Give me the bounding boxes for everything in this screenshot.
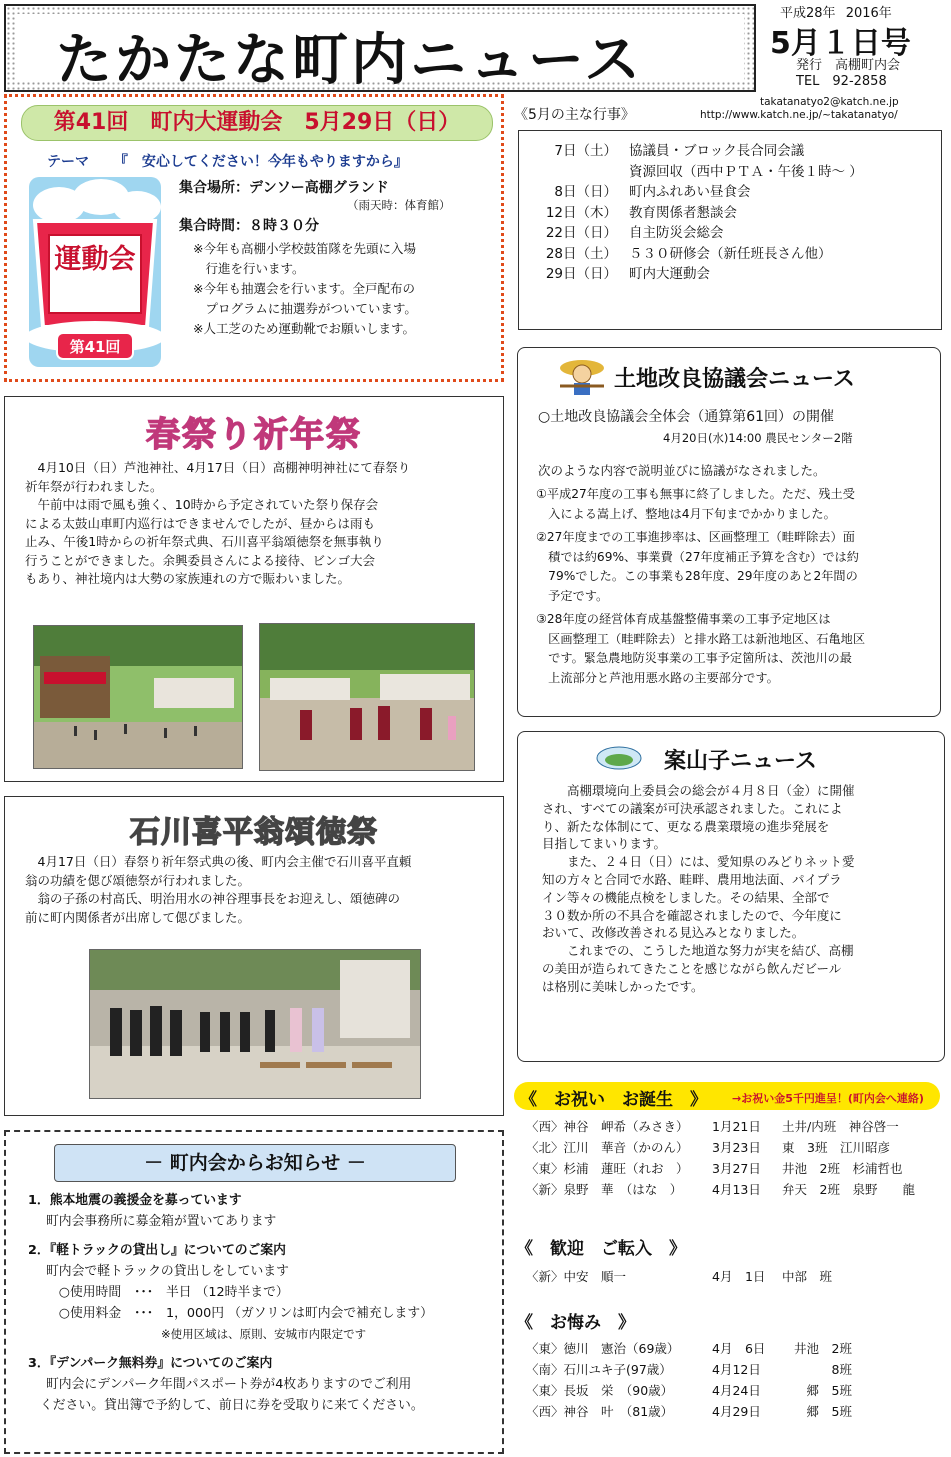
condolence-list — [526, 1338, 852, 1422]
year: 2016年 — [845, 6, 892, 21]
issue-number: 5月１日号 — [770, 26, 911, 61]
list-item — [526, 1137, 915, 1158]
celebration-list — [526, 1116, 915, 1200]
event-text: 自主防災会総会 — [629, 225, 724, 241]
ceremony-photo — [89, 949, 421, 1099]
body-line: 4月17日（日）春祭り祈年祭式典の後、町内会主催で石川喜平直頼 — [25, 854, 412, 869]
notice-section — [4, 1130, 504, 1454]
body-line: 祈年祭が行われました。 — [25, 478, 163, 494]
land-item-line: 予定です。 — [536, 588, 609, 603]
event-date: 4月 6日 — [712, 1341, 766, 1356]
notice-heading: 2．『軽トラックの貸出し』についてのご案内 — [28, 1243, 286, 1258]
condolence-title: 《 お悔み 》 — [516, 1313, 635, 1333]
note-line: ※今年も高棚小学校鼓笛隊を先頭に入場 — [193, 241, 416, 256]
event-date: 29日（日） — [545, 266, 617, 282]
telephone: TEL 92-2858 — [796, 74, 887, 89]
notice-line: ください。貸出簿で予約して、前日に券を受取りに来てください。 — [40, 1398, 424, 1413]
event-date: 4月24日 — [712, 1383, 761, 1398]
event-date: 8日（日） — [554, 184, 617, 200]
event-row — [535, 223, 863, 244]
list-item — [526, 1338, 852, 1359]
celebration-note: →お祝い金5千円進呈！(町内会へ連絡) — [732, 1092, 924, 1105]
land-datetime: 4月20日(水)14:00 農民センター2階 — [663, 431, 853, 445]
ishikawa-body — [25, 853, 411, 927]
note-line: ※人工芝のため運動靴でお願いします。 — [193, 321, 415, 336]
family-info: 8班 — [831, 1362, 852, 1377]
event-row — [535, 182, 863, 203]
event-text: 町内ふれあい昼食会 — [629, 184, 751, 200]
welcome-list — [526, 1266, 832, 1287]
website-url[interactable]: http://www.katch.ne.jp/~takatanatyo/ — [700, 109, 898, 121]
notice-line: 町内会事務所に募金箱が置いてあります — [46, 1214, 277, 1229]
event-date — [535, 162, 617, 183]
event-date: 3月23日 — [712, 1140, 761, 1155]
land-intro: 次のような内容で説明並びに協議がなされました。 — [538, 463, 826, 478]
person-name: 〈西〉神谷 叶 （81歳） — [526, 1404, 674, 1419]
event-row — [535, 244, 863, 265]
land-title: 土地改良協議会ニュース — [614, 367, 855, 392]
notice-line: ○使用時間 ･･･ 半日 （12時半まで） — [46, 1285, 289, 1300]
person-name: 〈西〉神谷 岬希（みさき） — [526, 1119, 689, 1134]
body-line: また、２４日（日）には、愛知県のみどりネット愛 — [542, 854, 855, 870]
body-line: の美田が造られてきたことを感じながら飲んだビール — [542, 960, 842, 976]
body-line: 翁の子孫の村高氏、明治用水の神谷理事長をお迎えし、頌徳碑の — [25, 891, 401, 906]
body-line: 知の方々と合同で水路、畦畔、農用地法面、パイプラ — [542, 871, 842, 887]
land-subtitle: ○土地改良協議会全体会（通算第61回）の開催 — [538, 409, 835, 425]
body-line: 行うことができました。余興委員さんによる接待、ビンゴ大会 — [25, 552, 376, 568]
emblem-text: 運動会 — [54, 244, 136, 275]
emblem-number: 第41回 — [69, 338, 121, 356]
event-row — [535, 162, 863, 183]
body-line: 午前中は雨で風も強く、10時から予定されていた祭り保存会 — [25, 497, 379, 512]
person-name: 〈東〉杉浦 蓮旺（れお ） — [526, 1161, 689, 1176]
event-date: 4月12日 — [712, 1362, 761, 1377]
land-item — [536, 485, 865, 524]
land-item-line: 入による嵩上げ、整地は4月下旬までかかりました。 — [536, 506, 836, 521]
land-improvement-section — [517, 347, 941, 717]
kakashi-logo-icon — [596, 746, 642, 770]
body-line: イン等々の機能点検をしました。その結果、全部で — [542, 889, 830, 905]
land-item-line: 区画整理工（畦畔除去）と排水路工は新池地区、石亀地区 — [536, 631, 866, 646]
publisher: 発行 高棚町内会 — [796, 58, 901, 73]
body-line: は格別に美味しかったです。 — [542, 978, 704, 994]
event-date: 4月 1日 — [712, 1269, 766, 1284]
family-info: 郷 5班 — [806, 1383, 852, 1398]
event-date: 4月13日 — [712, 1182, 761, 1197]
celebration-header — [514, 1082, 940, 1110]
body-line: 高棚環境向上委員会の総会が４月８日（金）に開催 — [542, 783, 855, 798]
person-name: 〈新〉中安 順一 — [526, 1269, 627, 1284]
family-info: 弁天 2班 泉野 龍 — [782, 1182, 915, 1197]
list-item — [526, 1266, 832, 1287]
family-info: 井池 2班 杉浦哲也 — [782, 1161, 903, 1176]
land-items — [536, 485, 865, 688]
event-date: 22日（日） — [545, 225, 617, 241]
body-line: 翁の功績を偲び頌徳祭が行われました。 — [25, 872, 251, 888]
list-item — [526, 1401, 852, 1422]
land-item — [536, 528, 865, 606]
ishikawa-title: 石川喜平翁頌徳祭 — [130, 815, 378, 850]
spring-festival-section — [4, 396, 504, 782]
note-line: プログラムに抽選券がついています。 — [193, 301, 417, 316]
masthead — [4, 4, 756, 92]
land-item-line: 上流部分と芦池用悪水路の主要部分です。 — [536, 670, 779, 685]
event-date: 3月27日 — [712, 1161, 761, 1176]
events-list — [535, 141, 863, 285]
theme-text: 『 安心してください！今年もやりますから』 — [113, 154, 408, 170]
list-item — [526, 1179, 915, 1200]
era-date: 平成28年 — [780, 6, 836, 21]
land-item-line: ③28年度の経営体育成基盤整備事業の工事予定地区は — [536, 612, 831, 626]
sports-day-heading: 第41回 町内大運動会 5月29日（日） — [21, 105, 493, 141]
body-line: おいて、改修改善される見込みとなりました。 — [542, 925, 805, 941]
sports-notes — [193, 239, 417, 339]
event-date: 1月21日 — [712, 1119, 761, 1134]
event-row — [535, 203, 863, 224]
kakashi-title: 案山子ニュース — [664, 749, 817, 774]
list-item — [526, 1116, 915, 1137]
welcome-title: 《 歓迎 ご転入 》 — [516, 1239, 686, 1259]
body-line: 4月10日（日）芦池神社、4月17日（日）高棚神明神社にて春祭り — [25, 460, 411, 475]
event-date: 4月29日 — [712, 1404, 761, 1419]
list-item — [526, 1359, 852, 1380]
body-line: され、すべての議案が可決承認されました。これによ — [542, 800, 843, 816]
person-name: 〈北〉江川 華音（かのん） — [526, 1140, 689, 1155]
notice-line: ※使用区域は、原則、安城市内限定です — [46, 1327, 367, 1341]
spring-festival-body — [25, 459, 410, 589]
list-item — [526, 1158, 915, 1179]
land-item — [536, 610, 865, 688]
event-row — [535, 264, 863, 285]
kakashi-news-section — [517, 731, 945, 1062]
notice-line: 町内会にデンパーク年間パスポート券が4枚ありますのでご利用 — [46, 1377, 412, 1392]
note-line: 行進を行います。 — [193, 261, 305, 276]
event-date: 7日（土） — [554, 143, 617, 159]
land-item-line: 79%でした。この事業も28年度、29年度のあと2年間の — [536, 569, 858, 583]
notice-body — [28, 1190, 433, 1416]
person-name: 〈南〉石川ユキ子(97歳） — [526, 1362, 672, 1377]
body-line: ３０数か所の不具合を確認されましたので、今年度に — [542, 907, 842, 923]
ishikawa-festival-section — [4, 796, 504, 1116]
notice-line: ○使用料金 ･･･ 1，000円 （ガソリンは町内会で補充します） — [46, 1306, 433, 1321]
notice-heading: 3．『デンパーク無料券』についてのご案内 — [28, 1356, 273, 1371]
list-item — [526, 1380, 852, 1401]
body-line: り、新たな体制にて、更なる農業環境の進歩発展を — [542, 818, 830, 834]
sports-day-section — [4, 94, 504, 382]
notice-line: 町内会で軽トラックの貸出しをしています — [46, 1264, 289, 1279]
event-date: 12日（木） — [545, 204, 617, 221]
event-text: 資源回収（西中ＰＴＡ・午後１時～ ） — [629, 163, 863, 180]
land-item-line: です。緊急農地防災事業の工事予定箇所は、茨池川の最 — [536, 651, 852, 665]
body-line: これまでの、こうした地道な努力が実を結び、高棚 — [542, 943, 854, 959]
person-name: 〈東〉長坂 栄 （90歳） — [526, 1383, 674, 1398]
person-name: 〈東〉徳川 憲治（69歳） — [526, 1341, 680, 1356]
events-box — [518, 130, 942, 330]
event-date: 28日（土） — [545, 245, 617, 262]
family-info: 中部 班 — [782, 1269, 833, 1284]
events-heading: 《5月の主な行事》 — [514, 107, 635, 123]
event-row — [535, 141, 863, 162]
land-item-line: ②27年度までの工事進捗率は、区画整理工（畦畔除去）面 — [536, 530, 855, 544]
celebration-title: 《 お祝い お誕生 》 — [520, 1090, 707, 1110]
scarecrow-mascot-icon — [558, 356, 606, 398]
event-text: 町内大運動会 — [629, 266, 710, 282]
event-text: ５３０研修会（新任班長さん他） — [629, 245, 832, 262]
notice-heading: 1．熊本地震の義援金を募っています — [28, 1193, 242, 1208]
theme-line — [47, 151, 408, 171]
festival-photo-shrine — [33, 625, 243, 769]
family-info: 郷 5班 — [806, 1404, 852, 1419]
family-info: 井池 2班 — [794, 1341, 852, 1356]
festival-photo-crowd — [259, 623, 475, 771]
land-item-line: 積では約69%、事業費（27年度補正予算を含む）では約 — [536, 549, 859, 564]
body-line: 止み、午後1時からの祈年祭式典、石川喜平翁頌徳祭を無事執り — [25, 534, 384, 549]
note-line: ※今年も抽選会を行います。全戸配布の — [193, 281, 415, 296]
rain-venue: （雨天時：体育館） — [347, 198, 451, 212]
theme-label: テーマ — [47, 154, 89, 170]
event-text: 教育関係者懇談会 — [629, 204, 737, 221]
body-line: による太鼓山車町内巡行はできませんでしたが、昼からは雨も — [25, 515, 376, 531]
person-name: 〈新〉泉野 華 （はな ） — [526, 1182, 683, 1197]
family-info: 土井/内班 神谷啓一 — [782, 1119, 899, 1134]
venue: 集合場所：デンソー高棚グランド — [179, 180, 389, 196]
newsletter-title: たかたな町内ニュース — [56, 28, 644, 93]
event-text: 協議員・ブロック長合同会議 — [629, 143, 805, 159]
family-info: 東 3班 江川昭彦 — [782, 1140, 890, 1155]
email[interactable]: takatanatyo2@katch.ne.jp — [760, 96, 899, 108]
spring-festival-title: 春祭り祈年祭 — [146, 415, 362, 455]
notice-title: － 町内会からお知らせ － — [54, 1144, 456, 1182]
kakashi-body — [542, 782, 855, 996]
body-line: 目指してまいります。 — [542, 836, 667, 852]
body-line: もあり、神社境内は大勢の家族連れの方で賑わいました。 — [25, 571, 351, 586]
body-line: 前に町内関係者が出席して偲びました。 — [25, 909, 251, 925]
meeting-time: 集合時間：８時３０分 — [179, 218, 319, 234]
land-item-line: ①平成27年度の工事も無事に終了しました。ただ、残土受 — [536, 487, 855, 501]
